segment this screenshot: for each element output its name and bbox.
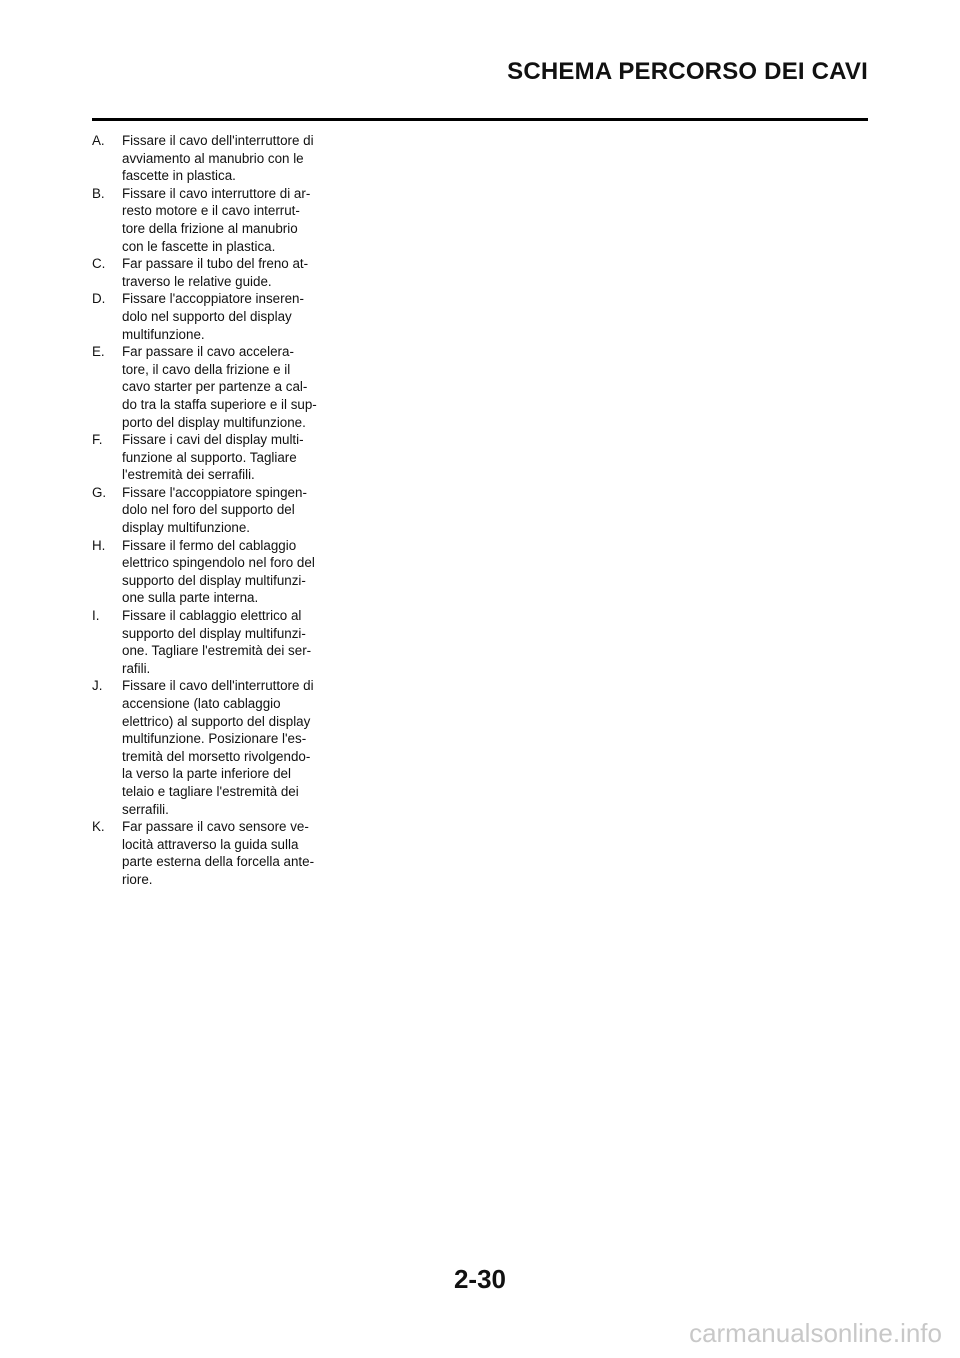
item-text [122, 255, 332, 290]
item-line: telaio e tagliare l'estremità dei [122, 783, 299, 799]
item-line: Far passare il cavo accelera- [122, 344, 294, 360]
page-title: SCHEMA PERCORSO DEI CAVI [507, 58, 868, 85]
item-line: one. Tagliare l'estremità dei ser- [122, 643, 312, 659]
instruction-item-c [92, 255, 342, 290]
item-line: avviamento al manubrio con le [122, 150, 304, 166]
item-text [122, 343, 332, 431]
instruction-list [92, 132, 342, 889]
instruction-item-a [92, 132, 342, 185]
item-line: Fissare il fermo del cablaggio [122, 537, 297, 553]
title-divider [92, 118, 868, 121]
item-line: dolo nel foro del supporto del [122, 502, 295, 518]
item-line: multifunzione. [122, 326, 205, 342]
item-letter: K. [92, 819, 105, 835]
item-text [122, 818, 332, 888]
item-line: l'estremità dei serrafili. [122, 467, 255, 483]
item-line: serrafili. [122, 801, 169, 817]
page-number: 2-30 [453, 1264, 507, 1294]
item-line: funzione al supporto. Tagliare [122, 449, 297, 465]
item-line: resto motore e il cavo interrut- [122, 203, 300, 219]
watermark: carmanualsonline.info [689, 1318, 942, 1348]
item-text [122, 185, 332, 255]
instruction-item-g [92, 484, 342, 537]
item-line: Fissare l'accoppiatore inseren- [122, 291, 304, 307]
item-line: Far passare il cavo sensore ve- [122, 819, 309, 835]
item-line: la verso la parte inferiore del [122, 766, 291, 782]
item-line: Fissare il cavo interruttore di ar- [122, 185, 311, 201]
item-line: Fissare il cavo dell'interruttore di [122, 678, 314, 694]
item-line: porto del display multifunzione. [122, 414, 306, 430]
item-line: con le fascette in plastica. [122, 238, 276, 254]
item-text [122, 484, 332, 537]
item-line: Fissare il cavo dell'interruttore di [122, 133, 314, 148]
item-line: one sulla parte interna. [122, 590, 259, 606]
item-letter: F. [92, 432, 103, 448]
instruction-item-f [92, 431, 342, 484]
instruction-item-k [92, 818, 342, 888]
item-line: elettrico) al supporto del display [122, 713, 311, 729]
item-text [122, 132, 332, 185]
item-line: parte esterna della forcella ante- [122, 854, 315, 870]
item-text [122, 607, 332, 677]
item-line: multifunzione. Posizionare l'es- [122, 731, 307, 747]
item-text [122, 290, 332, 343]
item-letter: B. [92, 185, 105, 201]
item-line: elettrico spingendolo nel foro del [122, 555, 315, 571]
item-letter: E. [92, 344, 105, 360]
item-line: locità attraverso la guida sulla [122, 836, 299, 852]
item-text [122, 537, 332, 607]
item-line: do tra la staffa superiore e il sup- [122, 396, 317, 412]
item-letter: H. [92, 537, 106, 553]
item-line: Fissare il cablaggio elettrico al [122, 608, 302, 624]
instruction-item-e [92, 343, 342, 431]
item-text [122, 677, 332, 818]
item-letter: C. [92, 256, 106, 272]
item-line: Far passare il tubo del freno at- [122, 256, 309, 272]
item-letter: I. [92, 608, 100, 624]
item-line: dolo nel supporto del display [122, 308, 292, 324]
instruction-item-h [92, 537, 342, 607]
instruction-item-b [92, 185, 342, 255]
instruction-item-j [92, 677, 342, 818]
item-line: Fissare i cavi del display multi- [122, 432, 304, 448]
item-line: traverso le relative guide. [122, 273, 272, 289]
item-text [122, 431, 332, 484]
item-line: fascette in plastica. [122, 168, 236, 184]
item-letter: J. [92, 678, 103, 694]
item-line: display multifunzione. [122, 520, 251, 536]
item-line: Fissare l'accoppiatore spingen- [122, 484, 307, 500]
item-letter: D. [92, 291, 106, 307]
instruction-item-i [92, 607, 342, 677]
item-line: cavo starter per partenze a cal- [122, 379, 308, 395]
item-line: tremità del morsetto rivolgendo- [122, 748, 311, 764]
item-letter: G. [92, 484, 107, 500]
item-line: rafili. [122, 660, 151, 676]
item-line: supporto del display multifunzi- [122, 625, 306, 641]
item-line: accensione (lato cablaggio [122, 696, 281, 711]
item-line: tore della frizione al manubrio [122, 220, 298, 236]
item-line: tore, il cavo della frizione e il [122, 361, 291, 377]
item-line: supporto del display multifunzi- [122, 572, 306, 588]
item-line: riore. [122, 871, 153, 887]
instruction-item-d [92, 290, 342, 343]
item-letter: A. [92, 133, 105, 148]
